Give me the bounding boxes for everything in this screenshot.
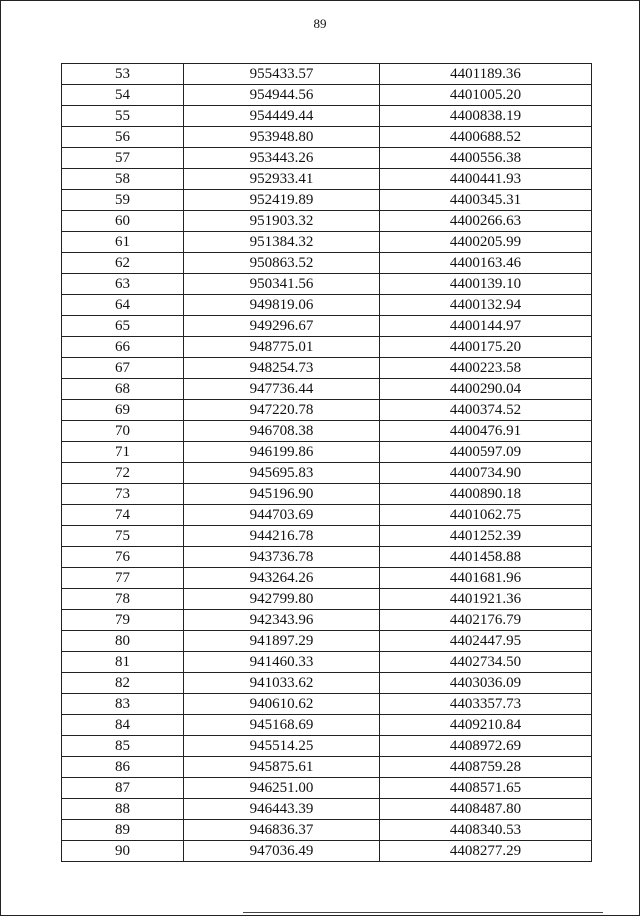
y-coordinate-cell: 4408571.65 xyxy=(380,778,592,799)
point-number-cell: 57 xyxy=(62,148,184,169)
y-coordinate-cell: 4400345.31 xyxy=(380,190,592,211)
point-number-cell: 71 xyxy=(62,442,184,463)
table-row xyxy=(62,148,592,169)
table-row xyxy=(62,337,592,358)
y-coordinate-cell: 4401681.96 xyxy=(380,568,592,589)
x-coordinate-cell: 946199.86 xyxy=(184,442,380,463)
table-row xyxy=(62,64,592,85)
y-coordinate-cell: 4400374.52 xyxy=(380,400,592,421)
y-coordinate-cell: 4408759.28 xyxy=(380,757,592,778)
x-coordinate-cell: 944703.69 xyxy=(184,505,380,526)
point-number-cell: 60 xyxy=(62,211,184,232)
y-coordinate-cell: 4408277.29 xyxy=(380,841,592,862)
y-coordinate-cell: 4403357.73 xyxy=(380,694,592,715)
y-coordinate-cell: 4400290.04 xyxy=(380,379,592,400)
table-row xyxy=(62,799,592,820)
table-row xyxy=(62,421,592,442)
table-row xyxy=(62,589,592,610)
point-number-cell: 82 xyxy=(62,673,184,694)
x-coordinate-cell: 945695.83 xyxy=(184,463,380,484)
point-number-cell: 90 xyxy=(62,841,184,862)
x-coordinate-cell: 949819.06 xyxy=(184,295,380,316)
table-row xyxy=(62,379,592,400)
table-row xyxy=(62,253,592,274)
y-coordinate-cell: 4408340.53 xyxy=(380,820,592,841)
point-number-cell: 56 xyxy=(62,127,184,148)
table-row xyxy=(62,106,592,127)
point-number-cell: 58 xyxy=(62,169,184,190)
y-coordinate-cell: 4400597.09 xyxy=(380,442,592,463)
y-coordinate-cell: 4409210.84 xyxy=(380,715,592,736)
y-coordinate-cell: 4400163.46 xyxy=(380,253,592,274)
table-row xyxy=(62,169,592,190)
point-number-cell: 72 xyxy=(62,463,184,484)
point-number-cell: 73 xyxy=(62,484,184,505)
x-coordinate-cell: 950863.52 xyxy=(184,253,380,274)
table-row xyxy=(62,673,592,694)
x-coordinate-cell: 943264.26 xyxy=(184,568,380,589)
point-number-cell: 59 xyxy=(62,190,184,211)
point-number-cell: 64 xyxy=(62,295,184,316)
x-coordinate-cell: 952419.89 xyxy=(184,190,380,211)
y-coordinate-cell: 4408487.80 xyxy=(380,799,592,820)
point-number-cell: 85 xyxy=(62,736,184,757)
x-coordinate-cell: 941033.62 xyxy=(184,673,380,694)
y-coordinate-cell: 4401252.39 xyxy=(380,526,592,547)
table-row xyxy=(62,631,592,652)
table-row xyxy=(62,526,592,547)
point-number-cell: 65 xyxy=(62,316,184,337)
point-number-cell: 76 xyxy=(62,547,184,568)
y-coordinate-cell: 4400205.99 xyxy=(380,232,592,253)
x-coordinate-cell: 946251.00 xyxy=(184,778,380,799)
point-number-cell: 81 xyxy=(62,652,184,673)
table-row xyxy=(62,463,592,484)
y-coordinate-cell: 4403036.09 xyxy=(380,673,592,694)
x-coordinate-cell: 944216.78 xyxy=(184,526,380,547)
table-row xyxy=(62,715,592,736)
x-coordinate-cell: 945168.69 xyxy=(184,715,380,736)
x-coordinate-cell: 941460.33 xyxy=(184,652,380,673)
table-row xyxy=(62,211,592,232)
point-number-cell: 84 xyxy=(62,715,184,736)
x-coordinate-cell: 942799.80 xyxy=(184,589,380,610)
y-coordinate-cell: 4401921.36 xyxy=(380,589,592,610)
x-coordinate-cell: 947220.78 xyxy=(184,400,380,421)
x-coordinate-cell: 951903.32 xyxy=(184,211,380,232)
point-number-cell: 55 xyxy=(62,106,184,127)
table-row xyxy=(62,442,592,463)
point-number-cell: 87 xyxy=(62,778,184,799)
y-coordinate-cell: 4400838.19 xyxy=(380,106,592,127)
table-row xyxy=(62,232,592,253)
point-number-cell: 61 xyxy=(62,232,184,253)
y-coordinate-cell: 4400441.93 xyxy=(380,169,592,190)
table-row xyxy=(62,547,592,568)
y-coordinate-cell: 4401189.36 xyxy=(380,64,592,85)
x-coordinate-cell: 946443.39 xyxy=(184,799,380,820)
x-coordinate-cell: 946708.38 xyxy=(184,421,380,442)
point-number-cell: 75 xyxy=(62,526,184,547)
y-coordinate-cell: 4400476.91 xyxy=(380,421,592,442)
x-coordinate-cell: 945875.61 xyxy=(184,757,380,778)
x-coordinate-cell: 945196.90 xyxy=(184,484,380,505)
y-coordinate-cell: 4400556.38 xyxy=(380,148,592,169)
y-coordinate-cell: 4408972.69 xyxy=(380,736,592,757)
x-coordinate-cell: 954944.56 xyxy=(184,85,380,106)
coordinates-table xyxy=(61,63,592,862)
point-number-cell: 86 xyxy=(62,757,184,778)
x-coordinate-cell: 953948.80 xyxy=(184,127,380,148)
x-coordinate-cell: 947036.49 xyxy=(184,841,380,862)
table-row xyxy=(62,505,592,526)
table-row xyxy=(62,316,592,337)
x-coordinate-cell: 947736.44 xyxy=(184,379,380,400)
x-coordinate-cell: 952933.41 xyxy=(184,169,380,190)
table-row xyxy=(62,841,592,862)
y-coordinate-cell: 4400223.58 xyxy=(380,358,592,379)
y-coordinate-cell: 4401005.20 xyxy=(380,85,592,106)
y-coordinate-cell: 4402734.50 xyxy=(380,652,592,673)
footer-rule xyxy=(243,912,603,913)
x-coordinate-cell: 954449.44 xyxy=(184,106,380,127)
y-coordinate-cell: 4400175.20 xyxy=(380,337,592,358)
table-row xyxy=(62,484,592,505)
x-coordinate-cell: 955433.57 xyxy=(184,64,380,85)
table-row xyxy=(62,736,592,757)
table-row xyxy=(62,820,592,841)
table-row xyxy=(62,778,592,799)
table-row xyxy=(62,610,592,631)
x-coordinate-cell: 951384.32 xyxy=(184,232,380,253)
y-coordinate-cell: 4400688.52 xyxy=(380,127,592,148)
y-coordinate-cell: 4400132.94 xyxy=(380,295,592,316)
table-row xyxy=(62,274,592,295)
point-number-cell: 67 xyxy=(62,358,184,379)
y-coordinate-cell: 4400139.10 xyxy=(380,274,592,295)
table-row xyxy=(62,568,592,589)
table-row xyxy=(62,757,592,778)
point-number-cell: 89 xyxy=(62,820,184,841)
point-number-cell: 66 xyxy=(62,337,184,358)
table-row xyxy=(62,190,592,211)
point-number-cell: 83 xyxy=(62,694,184,715)
x-coordinate-cell: 945514.25 xyxy=(184,736,380,757)
table-row xyxy=(62,652,592,673)
x-coordinate-cell: 943736.78 xyxy=(184,547,380,568)
y-coordinate-cell: 4400266.63 xyxy=(380,211,592,232)
x-coordinate-cell: 953443.26 xyxy=(184,148,380,169)
x-coordinate-cell: 950341.56 xyxy=(184,274,380,295)
y-coordinate-cell: 4400144.97 xyxy=(380,316,592,337)
y-coordinate-cell: 4402447.95 xyxy=(380,631,592,652)
point-number-cell: 68 xyxy=(62,379,184,400)
point-number-cell: 77 xyxy=(62,568,184,589)
point-number-cell: 53 xyxy=(62,64,184,85)
coordinates-table-body xyxy=(62,64,592,862)
y-coordinate-cell: 4401062.75 xyxy=(380,505,592,526)
y-coordinate-cell: 4401458.88 xyxy=(380,547,592,568)
point-number-cell: 63 xyxy=(62,274,184,295)
table-row xyxy=(62,295,592,316)
point-number-cell: 88 xyxy=(62,799,184,820)
table-row xyxy=(62,85,592,106)
x-coordinate-cell: 949296.67 xyxy=(184,316,380,337)
point-number-cell: 78 xyxy=(62,589,184,610)
point-number-cell: 79 xyxy=(62,610,184,631)
point-number-cell: 62 xyxy=(62,253,184,274)
x-coordinate-cell: 948775.01 xyxy=(184,337,380,358)
point-number-cell: 54 xyxy=(62,85,184,106)
point-number-cell: 70 xyxy=(62,421,184,442)
point-number-cell: 80 xyxy=(62,631,184,652)
y-coordinate-cell: 4400734.90 xyxy=(380,463,592,484)
table-row xyxy=(62,127,592,148)
table-row xyxy=(62,694,592,715)
page-number: 89 xyxy=(313,16,327,31)
table-row xyxy=(62,358,592,379)
point-number-cell: 69 xyxy=(62,400,184,421)
table-row xyxy=(62,400,592,421)
y-coordinate-cell: 4400890.18 xyxy=(380,484,592,505)
x-coordinate-cell: 940610.62 xyxy=(184,694,380,715)
y-coordinate-cell: 4402176.79 xyxy=(380,610,592,631)
x-coordinate-cell: 942343.96 xyxy=(184,610,380,631)
point-number-cell: 74 xyxy=(62,505,184,526)
x-coordinate-cell: 941897.29 xyxy=(184,631,380,652)
x-coordinate-cell: 948254.73 xyxy=(184,358,380,379)
x-coordinate-cell: 946836.37 xyxy=(184,820,380,841)
